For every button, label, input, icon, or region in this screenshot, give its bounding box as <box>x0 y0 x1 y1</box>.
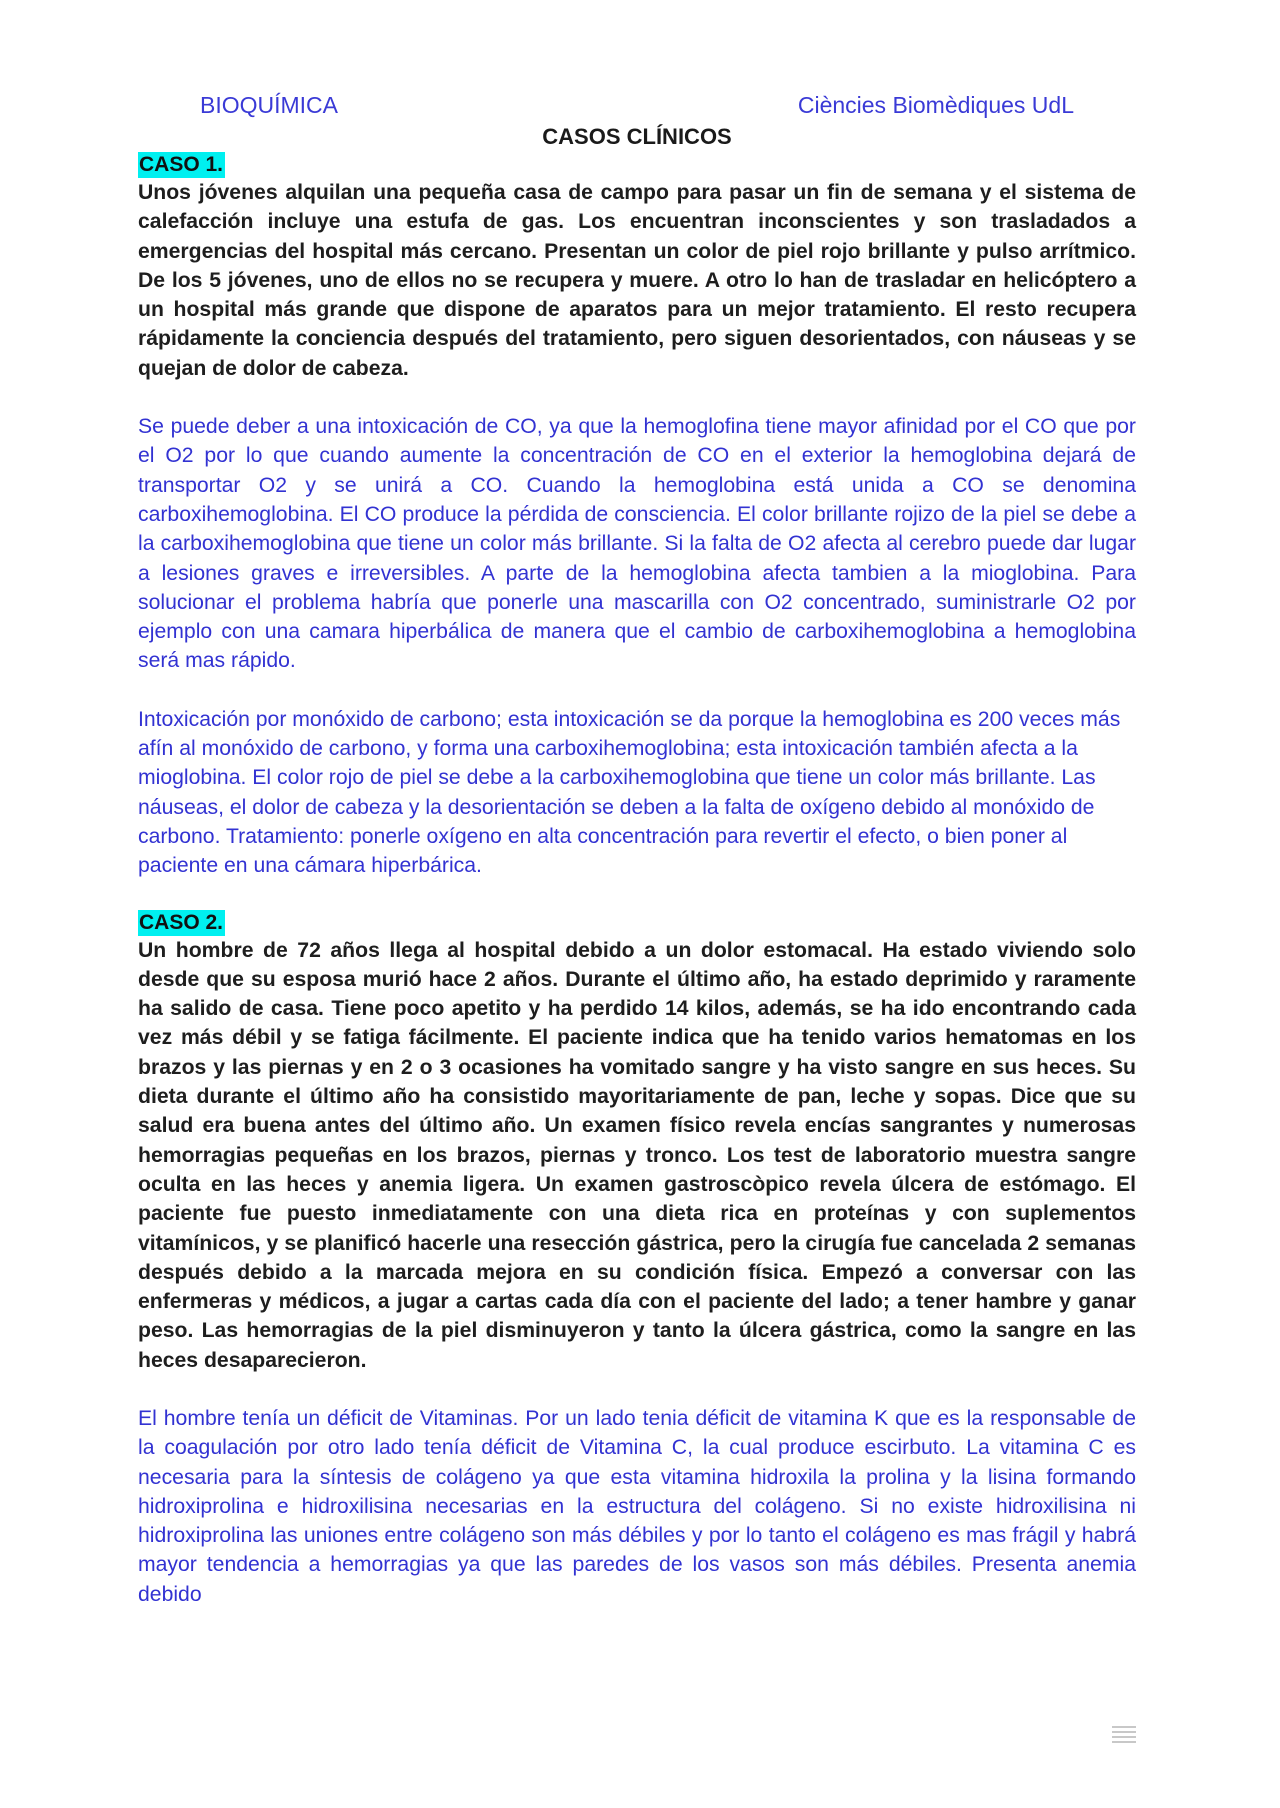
case-2-label: CASO 2. <box>139 910 224 934</box>
page-header <box>138 92 1136 122</box>
page-title: CASOS CLÍNICOS <box>542 124 732 149</box>
document-lines-icon <box>1112 1726 1136 1748</box>
case-1-section <box>138 152 1136 881</box>
case-2-section <box>138 910 1136 1610</box>
case-2-text: Un hombre de 72 años llega al hospital debido a un dolor estomacal. Ha estado viviendo solo desde que su esposa murió hace 2 años. Durante el último año, ha estado deprimido y raramente ha salido de casa. Tiene poco apetito y ha perdido 14 kilos, además, se ha ido encontrando cada vez más débil y se fatiga fácilmente. El paciente indica que ha tenido varios hematomas en los brazos y las piernas y en 2 o 3 ocasiones ha vomitado sangre y ha visto sangre en sus heces. Su dieta durante el último año ha consistido mayoritariamente de pan, leche y sopas. Dice que su salud era buena antes del último año. Un examen físico revela encías sangrantes y numerosas hemorragias pequeñas en los brazos, piernas y tronco. Los test de laboratorio muestra sangre oculta en las heces y anemia ligera. Un examen gastroscòpico revela úlcera de estómago. El paciente fue puesto inmediatamente con una dieta rica en proteínas y con suplementos vitamínicos, y se planificó hacerle una resección gástrica, pero la cirugía fue cancelada 2 semanas después debido a la marcada mejora en su condición física. Empezó a conversar con las enfermeras y médicos, a jugar a cartas cada día con el paciente del lado; a tener hambre y ganar peso. Las hemorragias de la piel disminuyeron y tanto la úlcera gástrica, como la sangre en las heces desaparecieron. <box>138 938 1136 1372</box>
case-1-label: CASO 1. <box>139 153 224 176</box>
header-subject: BIOQUÍMICA <box>200 92 339 118</box>
case-1-answer-1: Se puede deber a una intoxicación de CO, ya que la hemoglofina tiene mayor afinidad por el CO que por el O2 por lo que cuando aumente la concentración de CO en el exterior la hemoglobina dejará de transportar O2 y se unirá a CO. Cuando la hemoglobina está unida a CO se denomina carboxihemoglobina. El CO produce la pérdida de consciencia. El color brillante rojizo de la piel se debe a la carboxihemoglobina que tiene un color más brillante. Si la falta de O2 afecta al cerebro puede dar lugar a lesiones graves e irreversibles. A parte de la hemoglobina afecta tambien a la mioglobina. Para solucionar el problema habría que ponerle una mascarilla con O2 concentrado, suministrarle O2 por ejemplo con una camara hiperbálica de manera que el cambio de carboxihemoglobina a hemoglobina será mas rápido. <box>138 415 1136 673</box>
document-page <box>138 92 1136 1609</box>
case-1-answer-2: Intoxicación por monóxido de carbono; esta intoxicación se da porque la hemoglobina es 200 veces más afín al monóxido de carbono, y forma una carboxihemoglobina; esta intoxicación también afecta a la mioglobina. El color rojo de piel se debe a la carboxihemoglobina que tiene un color más brillante. Las náuseas, el dolor de cabeza y la desorientación se deben a la falta de oxígeno debido al monóxido de carbono. Tratamiento: ponerle oxígeno en alta concentración para revertir el efecto, o bien poner al paciente en una cámara hiperbárica. <box>138 707 1121 878</box>
case-1-text: Unos jóvenes alquilan una pequeña casa de campo para pasar un fin de semana y el sistema de calefacción incluye una estufa de gas. Los encuentran inconscientes y son trasladados a emergencias del hospital más cercano. Presentan un color de piel rojo brillante y pulso arrítmico. De los 5 jóvenes, uno de ellos no se recupera y muere. A otro lo han de trasladar en helicóptero a un hospital más grande que dispone de aparatos para un mejor tratamiento. El resto recupera rápidamente la conciencia después del tratamiento, pero siguen desorientados, con náuseas y se quejan de dolor de cabeza. <box>138 181 1136 380</box>
header-institution: Ciències Biomèdiques UdL <box>797 92 1074 118</box>
case-2-answer-1: El hombre tenía un déficit de Vitaminas. Por un lado tenia déficit de vitamina K que es la responsable de la coagulación por otro lado tenía déficit de Vitamina C, la cual produce escirbuto. La vitamina C es necesaria para la síntesis de colágeno ya que esta vitamina hidroxila la prolina y la lisina formando hidroxiprolina e hidroxilisina necesarias en la estructura del colágeno. Si no existe hidroxilisina ni hidroxiprolina las uniones entre colágeno son más débiles y por lo tanto el colágeno es mas frágil y habrá mayor tendencia a hemorragias ya que las paredes de los vasos son más débiles. Presenta anemia debido <box>138 1406 1136 1606</box>
